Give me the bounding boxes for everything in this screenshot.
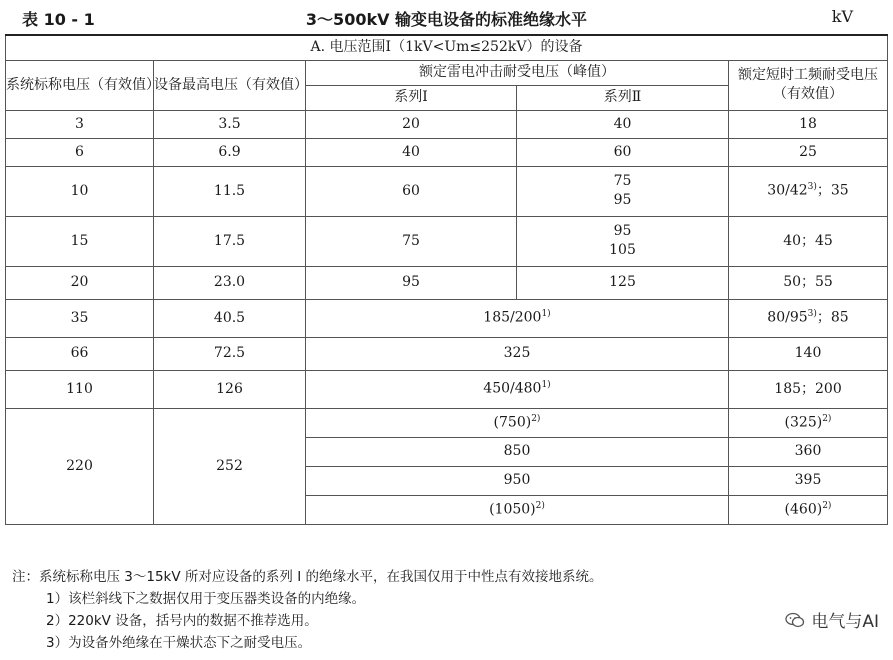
power-frequency-cell: 395 bbox=[729, 466, 888, 495]
nominal-voltage-cell: 15 bbox=[6, 216, 154, 266]
max-voltage-cell: 23.0 bbox=[154, 266, 306, 299]
wechat-icon bbox=[785, 612, 805, 628]
max-voltage-cell: 252 bbox=[154, 408, 306, 524]
table-row bbox=[6, 408, 888, 437]
lightning-impulse-cell: $(750)^{2)}$ bbox=[306, 408, 729, 437]
series-2-cell: 40 bbox=[517, 110, 729, 138]
table-row bbox=[6, 138, 888, 166]
table-row bbox=[6, 266, 888, 299]
note-main: 注：系统标称电压 3～15kV 所对应设备的系列 I 的绝缘水平，在我国仅用于中性点有效接地系统。 bbox=[12, 569, 603, 585]
series-1-cell: 95 bbox=[306, 266, 517, 299]
col-series-2: 系列Ⅱ bbox=[517, 85, 729, 110]
table-row bbox=[6, 370, 888, 408]
series-1-cell: 60 bbox=[306, 166, 517, 216]
power-frequency-cell: 50；55 bbox=[729, 266, 888, 299]
nominal-voltage-cell: 20 bbox=[6, 266, 154, 299]
col-series-1: 系列Ⅰ bbox=[306, 85, 517, 110]
table-row bbox=[6, 337, 888, 370]
max-voltage-cell: 6.9 bbox=[154, 138, 306, 166]
lightning-impulse-cell: 450/480$^{1)}$ bbox=[306, 370, 729, 408]
col-power-frequency: 额定短时工频耐受电压（有效值） bbox=[729, 60, 888, 110]
series-2-cell: 125 bbox=[517, 266, 729, 299]
table-row bbox=[6, 110, 888, 138]
table-notes bbox=[12, 566, 882, 654]
table-row bbox=[6, 216, 888, 266]
watermark-text: 电气与AI bbox=[811, 612, 879, 632]
max-voltage-cell: 3.5 bbox=[154, 110, 306, 138]
table-unit: kV bbox=[831, 7, 853, 26]
series-2-cell: 95 105 bbox=[517, 216, 729, 266]
col-lightning-impulse: 额定雷电冲击耐受电压（峰值） bbox=[306, 60, 729, 85]
power-frequency-cell: $(325)^{2)}$ bbox=[729, 408, 888, 437]
power-frequency-cell: $(460)^{2)}$ bbox=[729, 495, 888, 524]
nominal-voltage-cell: 6 bbox=[6, 138, 154, 166]
nominal-voltage-cell: 220 bbox=[6, 408, 154, 524]
note-item: 1）该栏斜线下之数据仅用于变压器类设备的内绝缘。 bbox=[46, 591, 366, 607]
series-2-cell: 75 95 bbox=[517, 166, 729, 216]
nominal-voltage-cell: 66 bbox=[6, 337, 154, 370]
lightning-impulse-cell: 185/200$^{1)}$ bbox=[306, 299, 729, 337]
lightning-impulse-cell: 950 bbox=[306, 466, 729, 495]
power-frequency-cell: 30/42$^{3)}$；35 bbox=[729, 166, 888, 216]
power-frequency-cell: 18 bbox=[729, 110, 888, 138]
col-nominal-voltage: 系统标称电压（有效值） bbox=[6, 60, 154, 110]
max-voltage-cell: 40.5 bbox=[154, 299, 306, 337]
nominal-voltage-cell: 3 bbox=[6, 110, 154, 138]
series-2-cell: 60 bbox=[517, 138, 729, 166]
power-frequency-cell: 40；45 bbox=[729, 216, 888, 266]
series-1-cell: 20 bbox=[306, 110, 517, 138]
table-header bbox=[0, 0, 893, 34]
max-voltage-cell: 126 bbox=[154, 370, 306, 408]
max-voltage-cell: 17.5 bbox=[154, 216, 306, 266]
power-frequency-cell: 25 bbox=[729, 138, 888, 166]
lightning-impulse-cell: 325 bbox=[306, 337, 729, 370]
table-number: 表 10 - 1 bbox=[22, 10, 95, 29]
lightning-impulse-cell: $(1050)^{2)}$ bbox=[306, 495, 729, 524]
nominal-voltage-cell: 110 bbox=[6, 370, 154, 408]
insulation-level-table bbox=[5, 34, 888, 525]
power-frequency-cell: 360 bbox=[729, 437, 888, 466]
table-title: 3～500kV 输变电设备的标准绝缘水平 bbox=[305, 10, 588, 29]
nominal-voltage-cell: 35 bbox=[6, 299, 154, 337]
lightning-impulse-cell: 850 bbox=[306, 437, 729, 466]
power-frequency-cell: 185；200 bbox=[729, 370, 888, 408]
note-item: 2）220kV 设备，括号内的数据不推荐选用。 bbox=[46, 613, 318, 629]
note-item: 3）为设备外绝缘在干燥状态下之耐受电压。 bbox=[46, 635, 312, 651]
table-row bbox=[6, 166, 888, 216]
power-frequency-cell: 140 bbox=[729, 337, 888, 370]
table-row bbox=[6, 299, 888, 337]
max-voltage-cell: 11.5 bbox=[154, 166, 306, 216]
power-frequency-cell: 80/95$^{3)}$；85 bbox=[729, 299, 888, 337]
col-max-voltage: 设备最高电压（有效值） bbox=[154, 60, 306, 110]
voltage-range-label: A. 电压范围Ⅰ（1kV<Um≤252kV）的设备 bbox=[6, 35, 888, 60]
series-1-cell: 75 bbox=[306, 216, 517, 266]
nominal-voltage-cell: 10 bbox=[6, 166, 154, 216]
max-voltage-cell: 72.5 bbox=[154, 337, 306, 370]
series-1-cell: 40 bbox=[306, 138, 517, 166]
watermark bbox=[785, 607, 879, 632]
